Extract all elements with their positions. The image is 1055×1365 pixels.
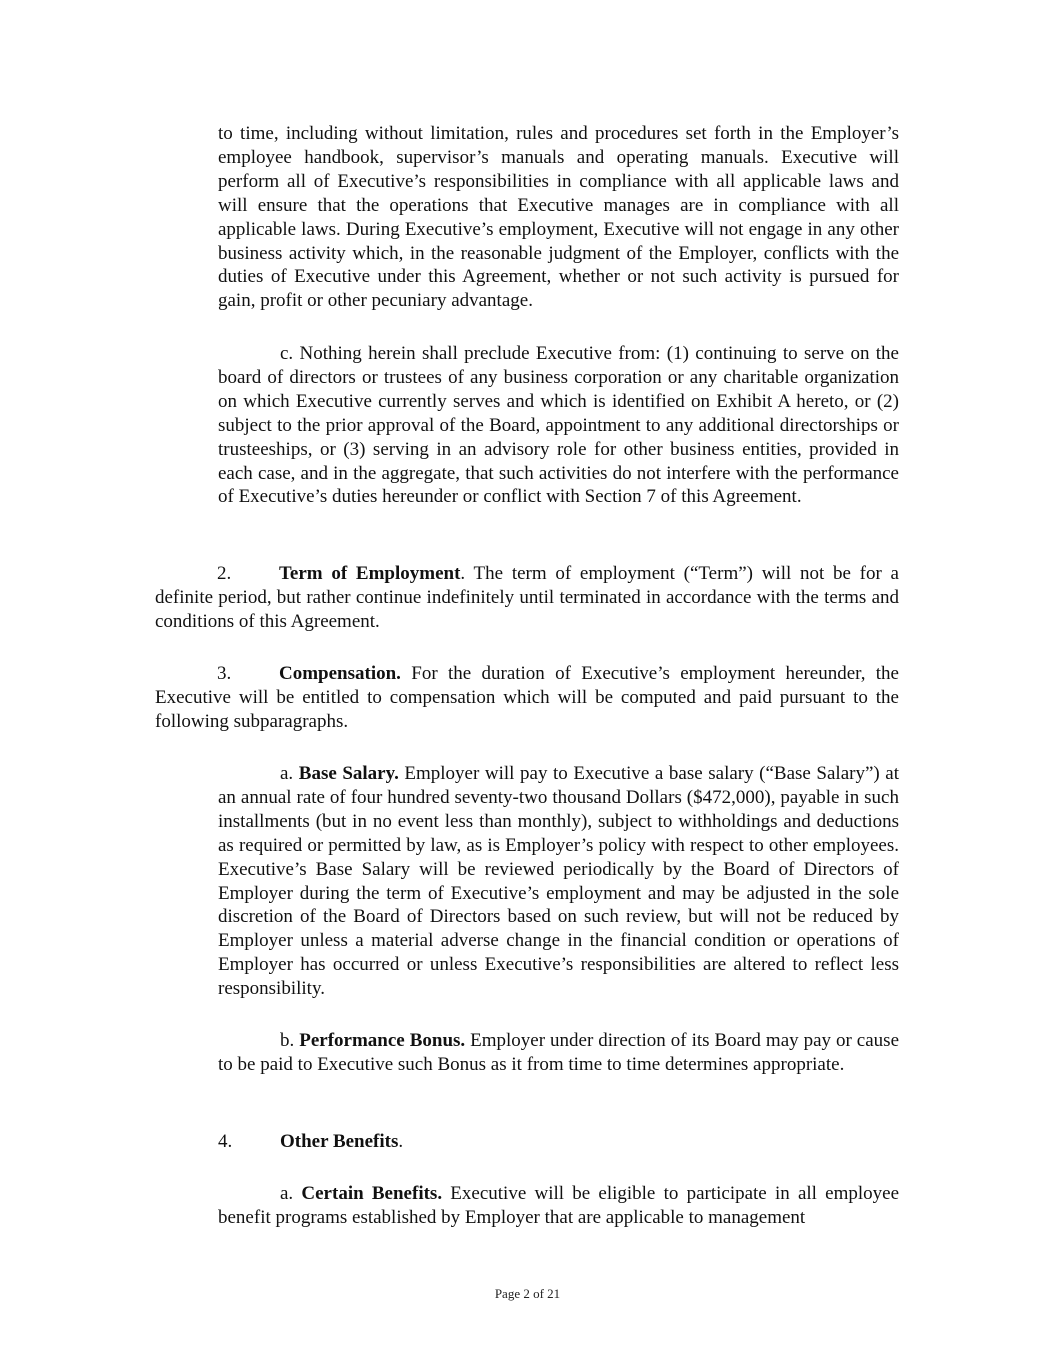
paragraph-4a-text: Executive will be eligible to participate in all employee benefit programs established by Employer that are applicable to management (218, 1183, 900, 1228)
paragraph-4a-certain-benefits (218, 1182, 899, 1230)
section-4-number: 4. (218, 1131, 233, 1152)
section-2-term-of-employment (155, 562, 899, 634)
section-3-compensation (155, 662, 899, 734)
paragraph-3b-text: Employer under direction of its Board may pay or cause to be paid to Executive such Bonus as it from time to time determines appropriate. (218, 1030, 900, 1075)
paragraph-4a-prefix: a. (280, 1183, 302, 1204)
section-3-number: 3. (217, 663, 232, 684)
paragraph-3a-text: Employer will pay to Executive a base salary (“Base Salary”) at an annual rate of four hundred seventy-two thousand Dollars ($472,000), payable in such installments (but in no event less than monthly), subject to withholdings and deductions as required or permitted by law, as is Employer’s policy with respect to other employees. Executive’s Base Salary will be reviewed periodically by the Board of Directors of Employer during the term of Executive’s employment and may be adjusted in the sole discretion of the Board of Directors based on such review, but will not be reduced by Employer unless a material adverse change in the financial condition or operations of Employer has occurred or unless Executive’s responsibilities are altered to reflect less responsibility. (218, 763, 900, 1000)
paragraph-3b-prefix: b. (280, 1030, 300, 1051)
section-4-text: . (398, 1131, 404, 1152)
paragraph-4a-heading: Certain Benefits. (301, 1183, 443, 1204)
paragraph-1c: c. Nothing herein shall preclude Executive from: (1) continuing to serve on the board of directors or trustees of any business corporation or any charitable organization on which Executive currently serves and which is identified on Exhibit A hereto, or (2) subject to the prior approval of the Board, appointment to any additional directorships or trusteeships, or (3) serving in an advisory role for other business entities, provided in each case, and in the aggregate, that such activities do not interfere with the performance of Executive’s duties hereunder or conflict with Section 7 of this Agreement. (218, 343, 899, 508)
paragraph-3b-heading: Performance Bonus. (299, 1030, 466, 1051)
section-2-number: 2. (217, 563, 232, 584)
section-2-heading: Term of Employment (279, 563, 461, 584)
paragraph-3b-performance-bonus (218, 1029, 899, 1077)
section-3-heading: Compensation. (279, 663, 401, 684)
section-3-text: For the duration of Executive’s employment hereunder, the Executive will be entitled to compensation which will be computed and paid pursuant to the following subparagraphs. (155, 663, 899, 732)
page-number-footer: Page 2 of 21 (494, 1286, 561, 1301)
section-2-text: . The term of employment (“Term”) will not be for a definite period, but rather continue indefinitely until terminated in accordance with the terms and conditions of this Agreement. (155, 563, 899, 632)
paragraph-3a-heading: Base Salary. (298, 763, 399, 784)
paragraph-1b-continuation: to time, including without limitation, rules and procedures set forth in the Employer’s employee handbook, supervisor’s manuals and operating manuals. Executive will perform all of Executive’s responsibilities in compliance with all applicable laws and will ensure that the operations that Executive manages are in compliance with all applicable laws. During Executive’s employment, Executive will not engage in any other business activity which, in the reasonable judgment of the Employer, conflicts with the duties of Executive under this Agreement, whether or not such activity is pursued for gain, profit or other pecuniary advantage. (218, 123, 899, 312)
paragraph-3a-base-salary (218, 762, 899, 1001)
paragraph-3a-prefix: a. (280, 763, 299, 784)
section-4-other-benefits (218, 1130, 899, 1154)
section-4-heading: Other Benefits (280, 1131, 399, 1152)
